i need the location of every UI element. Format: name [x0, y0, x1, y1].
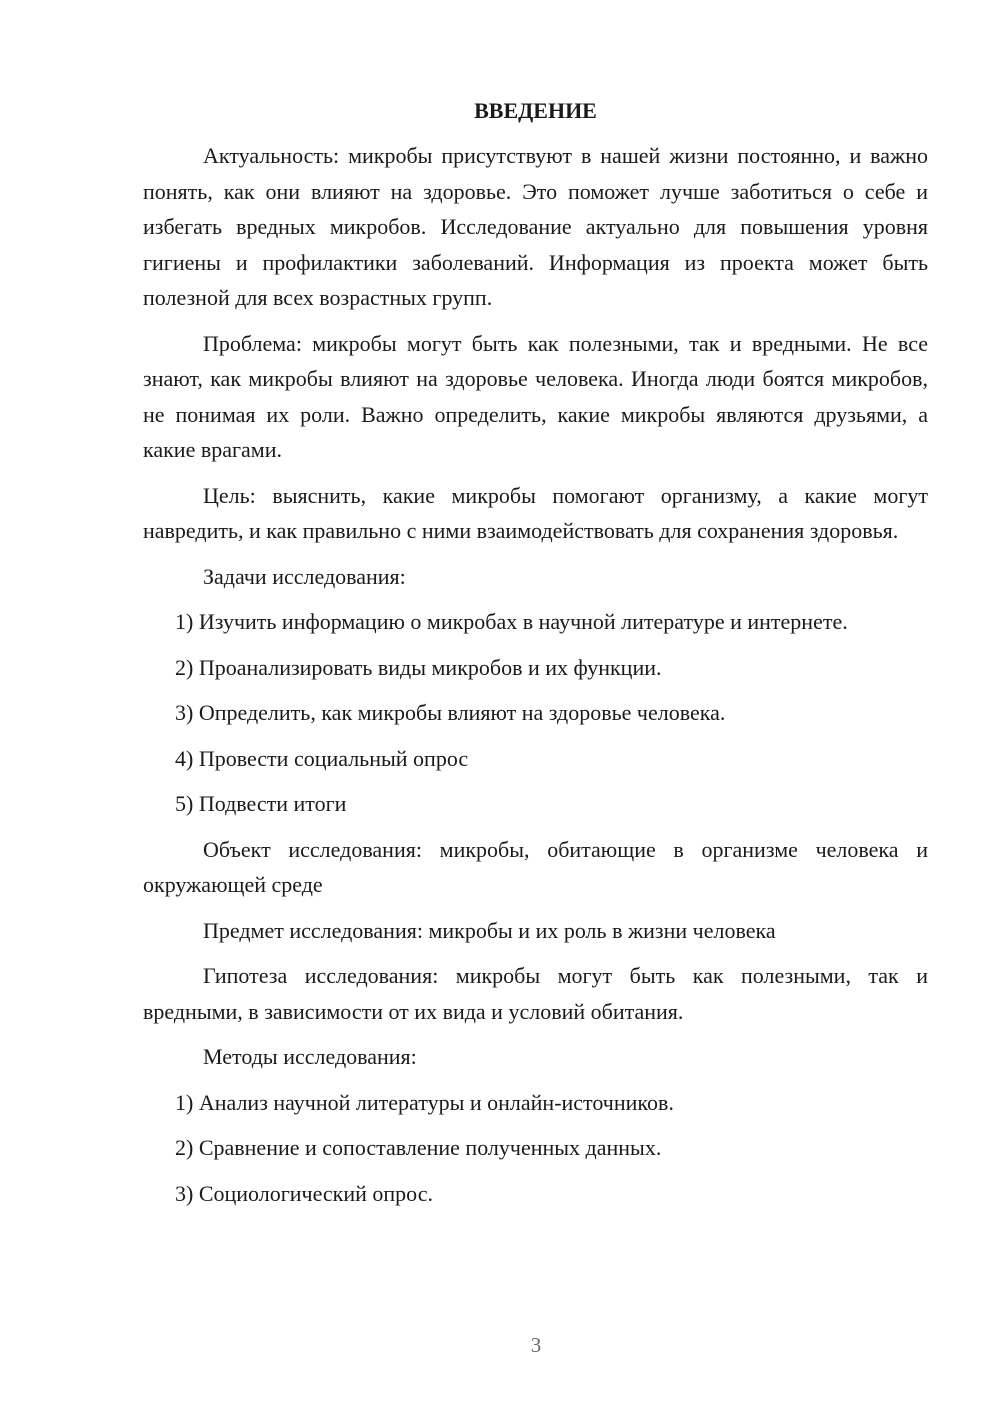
problem-paragraph: Проблема: микробы могут быть как полезными, так и вредными. Не все знают, как микробы влияют на здоровье человека. Иногда люди боятся микробов, не понимая их роли. Важно определить, какие микробы являются друзьями, а какие врагами. — [143, 330, 928, 462]
object-paragraph: Объект исследования: микробы, обитающие в организме человека и окружающей среде — [143, 836, 928, 897]
goal-paragraph: Цель: выяснить, какие микробы помогают организму, а какие могут навредить, и как правильно с ними взаимодействовать для сохранения здоровья. — [143, 482, 928, 543]
task-item: 4) Провести социальный опрос — [175, 745, 469, 771]
method-item: 3) Социологический опрос. — [175, 1180, 433, 1206]
task-item: 1) Изучить информацию о микробах в научной литературе и интернете. — [175, 609, 848, 634]
hypothesis-paragraph: Гипотеза исследования: микробы могут быть как полезными, так и вредными, в зависимости от их вида и условий обитания. — [143, 963, 928, 1024]
section-title: ВВЕДЕНИЕ — [474, 98, 597, 123]
method-item: 1) Анализ научной литературы и онлайн-источников. — [175, 1089, 674, 1115]
page-number: 3 — [530, 1333, 542, 1357]
relevance-paragraph: Актуальность: микробы присутствуют в нашей жизни постоянно, и важно понять, как они влияют на здоровье. Это поможет лучше заботиться о себе и избегать вредных микробов. Исследование актуально для повышения уровня гигиены и профилактики заболеваний. Информация из проекта может быть полезной для всех возрастных групп. — [143, 143, 928, 310]
tasks-heading: Задачи исследования: — [203, 563, 406, 589]
document-page — [143, 96, 928, 1221]
subject-paragraph: Предмет исследования: микробы и их роль в жизни человека — [203, 917, 776, 943]
methods-heading: Методы исследования: — [203, 1044, 417, 1069]
task-item: 5) Подвести итоги — [175, 791, 347, 816]
method-item: 2) Сравнение и сопоставление полученных данных. — [175, 1135, 662, 1160]
task-item: 3) Определить, как микробы влияют на здоровье человека. — [175, 700, 726, 725]
task-item: 2) Проанализировать виды микробов и их функции. — [175, 654, 662, 680]
